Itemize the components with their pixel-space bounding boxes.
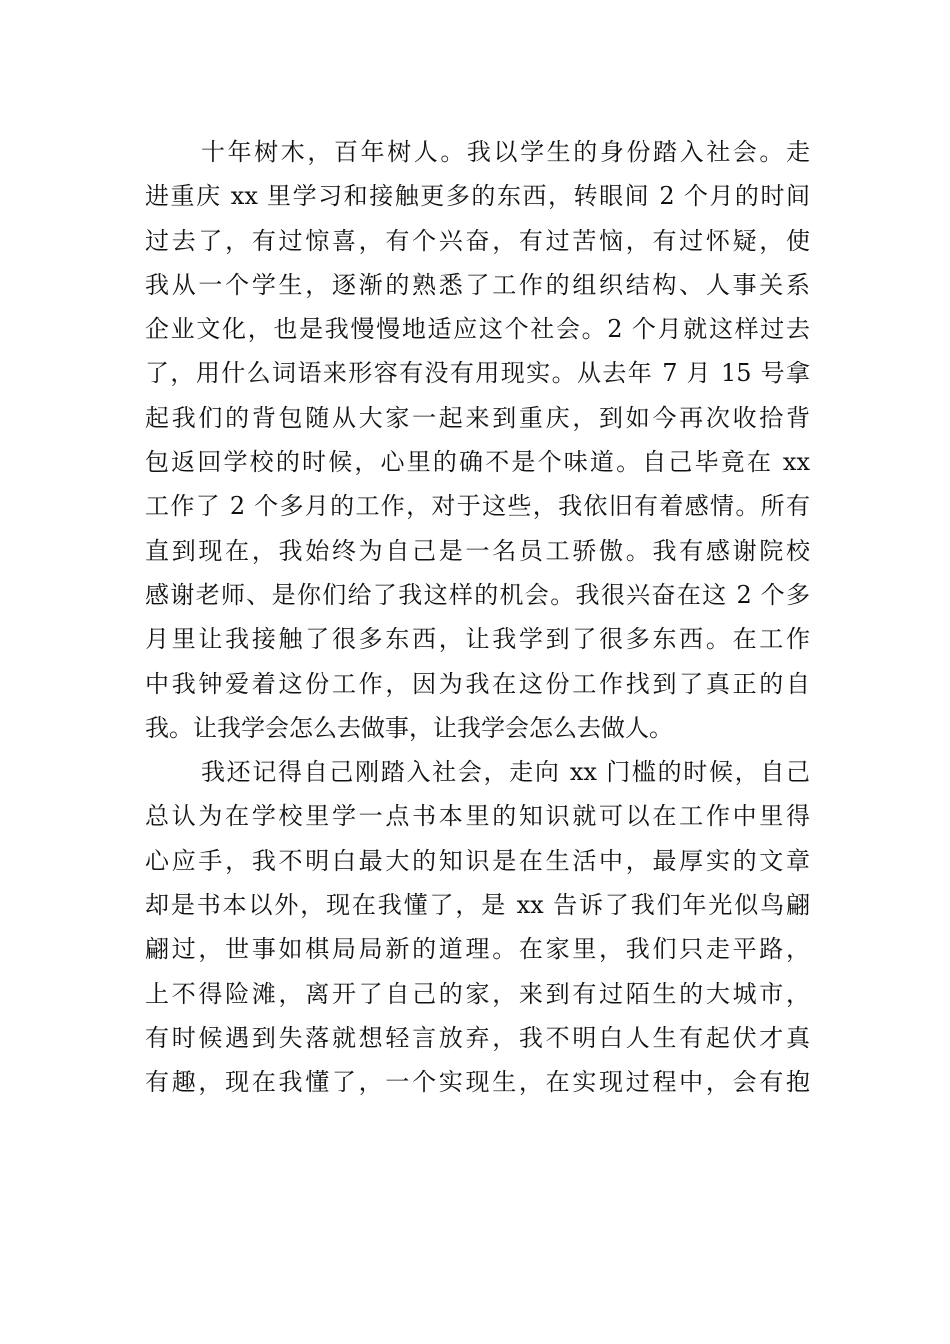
paragraph-1-line-1: 十年树木，百年树人。我以学生的身份踏入社会。走: [201, 138, 810, 166]
paragraph-1-line-13: 中我钟爱着这份工作，因为我在这份工作找到了真正的自: [145, 669, 810, 698]
paragraph-1-line-10: 直到现在，我始终为自己是一名员工骄傲。我有感谢院校: [145, 536, 810, 565]
paragraph-1-line-14: 我。让我学会怎么去做事，让我学会怎么去做人。: [145, 713, 673, 742]
paragraph-1-line-12: 月里让我接触了很多东西，让我学到了很多东西。在工作: [145, 625, 810, 654]
paragraph-2-line-7: 有时候遇到失落就想轻言放弃，我不明白人生有起伏才真: [145, 1023, 810, 1052]
paragraph-2-line-2: 总认为在学校里学一点书本里的知识就可以在工作中里得: [145, 802, 810, 831]
paragraph-1-line-2: 进重庆 xx 里学习和接触更多的东西，转眼间 2 个月的时间: [145, 182, 810, 211]
paragraph-1-line-7: 起我们的背包随从大家一起来到重庆，到如今再次收拾背: [145, 403, 810, 432]
paragraph-2-line-6: 上不得险滩，离开了自己的家，来到有过陌生的大城市，: [145, 979, 810, 1008]
paragraph-2-line-4: 却是书本以外，现在我懂了，是 xx 告诉了我们年光似鸟翩: [145, 891, 810, 920]
paragraph-2-line-3: 心应手，我不明白最大的知识是在生活中，最厚实的文章: [145, 846, 810, 875]
paragraph-2-line-5: 翩过，世事如棋局局新的道理。在家里，我们只走平路，: [145, 935, 810, 964]
paragraph-1-line-5: 企业文化，也是我慢慢地适应这个社会。2 个月就这样过去: [145, 315, 810, 344]
paragraph-2-line-8: 有趣，现在我懂了，一个实现生，在实现过程中，会有抱: [145, 1068, 810, 1097]
paragraph-1-line-4: 我从一个学生，逐渐的熟悉了工作的组织结构、人事关系: [145, 270, 810, 299]
body-text: [145, 130, 810, 1105]
paragraph-1-line-11: 感谢老师、是你们给了我这样的机会。我很兴奋在这 2 个多: [145, 580, 810, 609]
paragraph-1-line-9: 工作了 2 个多月的工作，对于这些，我依旧有着感情。所有: [145, 492, 810, 521]
paragraph-1-line-6: 了，用什么词语来形容有没有用现实。从去年 7 月 15 号拿: [145, 359, 810, 388]
paragraph-1-line-8: 包返回学校的时候，心里的确不是个味道。自己毕竟在 xx: [145, 448, 810, 477]
paragraph-1-line-3: 过去了，有过惊喜，有个兴奋，有过苦恼，有过怀疑，使: [145, 226, 810, 255]
paragraph-2-line-1: 我还记得自己刚踏入社会，走向 xx 门槛的时候，自己: [201, 758, 810, 787]
